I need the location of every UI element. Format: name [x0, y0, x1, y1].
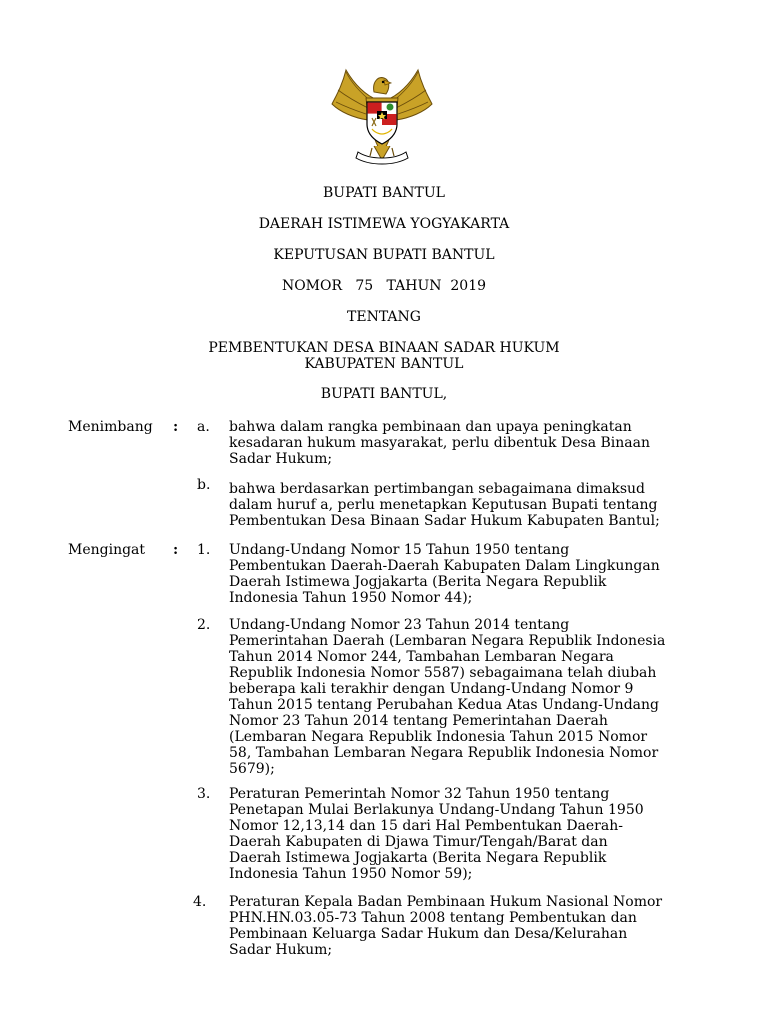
text-line: 58, Tambahan Lembaran Negara Republik Indonesia Nomor: [229, 745, 659, 761]
text-line: Tahun 2015 tentang Perubahan Kedua Atas Undang-Undang: [229, 697, 659, 713]
text-line: Tahun 2014 Nomor 244, Tambahan Lembaran Negara: [229, 649, 614, 665]
garuda-pancasila-emblem-icon: [328, 62, 436, 170]
region-title: DAERAH ISTIMEWA YOGYAKARTA: [258, 216, 510, 232]
subject-line-1: PEMBENTUKAN DESA BINAAN SADAR HUKUM: [208, 340, 560, 356]
issuer-heading: BUPATI BANTUL,: [320, 386, 448, 402]
text-line: Peraturan Pemerintah Nomor 32 Tahun 1950 tentang: [229, 786, 610, 802]
text-line: Pembentukan Daerah-Daerah Kabupaten Dalam Lingkungan: [229, 558, 660, 574]
text-line: Indonesia Tahun 1950 Nomor 59);: [229, 866, 473, 882]
about-heading: TENTANG: [347, 309, 421, 325]
text-line: PHN.HN.03.05-73 Tahun 2008 tentang Pembentukan dan: [229, 910, 637, 926]
text-line: Penetapan Mulai Berlakunya Undang-Undang Tahun 1950: [229, 802, 644, 818]
text-line: Undang-Undang Nomor 15 Tahun 1950 tentang: [229, 542, 570, 558]
text-line: Nomor 23 Tahun 2014 tentang Pemerintahan Daerah: [229, 713, 608, 729]
text-line: 5679);: [229, 761, 275, 777]
mengingat-label: Mengingat: [68, 542, 146, 558]
decree-number: NOMOR 75 TAHUN 2019: [281, 278, 487, 294]
mengingat-colon: :: [173, 542, 179, 558]
text-line: Sadar Hukum;: [229, 451, 333, 467]
mengingat-item-4: [229, 894, 687, 958]
menimbang-item-b: [229, 481, 687, 529]
authority-title: BUPATI BANTUL: [323, 185, 445, 201]
decree-type-title: KEPUTUSAN BUPATI BANTUL: [273, 247, 495, 263]
menimbang-label: Menimbang: [68, 419, 153, 435]
mengingat-item-1: [229, 542, 687, 606]
mengingat-marker-4: 4.: [193, 894, 207, 910]
mengingat-item-3: [229, 786, 687, 882]
text-line: Undang-Undang Nomor 23 Tahun 2014 tentang: [229, 617, 570, 633]
menimbang-colon: :: [173, 419, 179, 435]
text-line: Daerah Istimewa Jogjakarta (Berita Negara Republik: [229, 574, 607, 590]
mengingat-item-2: [229, 617, 687, 777]
text-line: beberapa kali terakhir dengan Undang-Undang Nomor 9: [229, 681, 634, 697]
subject-line-2: KABUPATEN BANTUL: [304, 356, 464, 372]
text-line: kesadaran hukum masyarakat, perlu dibentuk Desa Binaan: [229, 435, 650, 451]
text-line: dalam huruf a, perlu menetapkan Keputusan Bupati tentang: [229, 497, 658, 513]
text-line: Sadar Hukum;: [229, 942, 333, 958]
text-line: Nomor 12,13,14 dan 15 dari Hal Pembentukan Daerah-: [229, 818, 623, 834]
text-line: Republik Indonesia Nomor 5587) sebagaimana telah diubah: [229, 665, 657, 681]
text-line: bahwa dalam rangka pembinaan dan upaya peningkatan: [229, 419, 632, 435]
text-line: bahwa berdasarkan pertimbangan sebagaimana dimaksud: [229, 481, 646, 497]
menimbang-marker-b: b.: [197, 477, 211, 493]
mengingat-marker-1: 1.: [197, 542, 211, 558]
menimbang-item-a: [229, 419, 687, 467]
mengingat-marker-2: 2.: [197, 617, 211, 633]
text-line: Indonesia Tahun 1950 Nomor 44);: [229, 590, 473, 606]
text-line: Pembentukan Desa Binaan Sadar Hukum Kabupaten Bantul;: [229, 513, 660, 529]
text-line: Pemerintahan Daerah (Lembaran Negara Republik Indonesia: [229, 633, 666, 649]
menimbang-marker-a: a.: [197, 419, 210, 435]
text-line: Daerah Istimewa Jogjakarta (Berita Negara Republik: [229, 850, 607, 866]
text-line: Peraturan Kepala Badan Pembinaan Hukum Nasional Nomor: [229, 894, 663, 910]
mengingat-marker-3: 3.: [197, 786, 211, 802]
text-line: Daerah Kabupaten di Djawa Timur/Tengah/Barat dan: [229, 834, 608, 850]
text-line: Pembinaan Keluarga Sadar Hukum dan Desa/Kelurahan: [229, 926, 628, 942]
text-line: (Lembaran Negara Republik Indonesia Tahun 2015 Nomor: [229, 729, 648, 745]
